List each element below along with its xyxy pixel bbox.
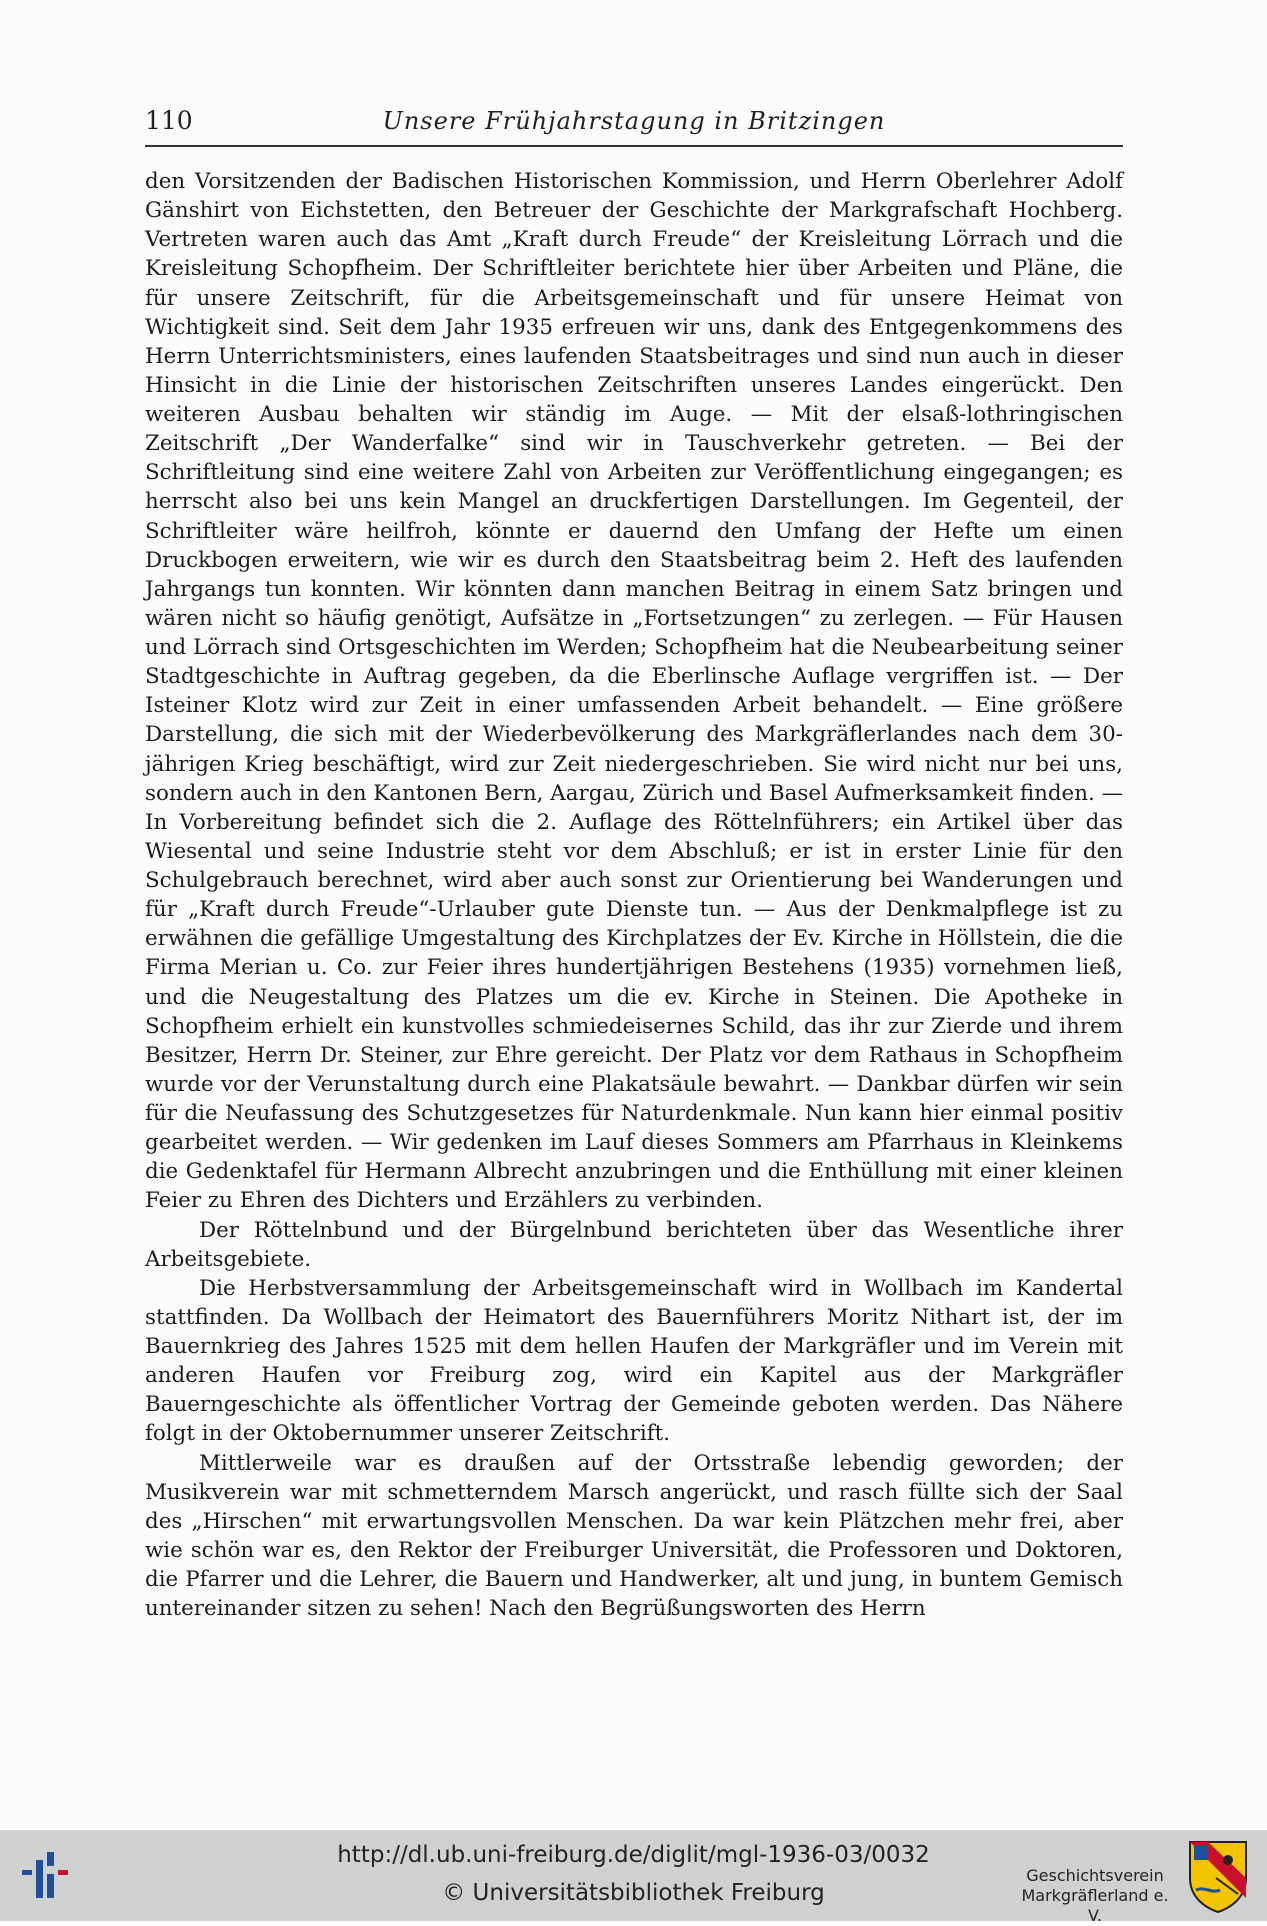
footer-url[interactable]: http://dl.ub.uni-freiburg.de/diglit/mgl-1936-03/0032 (337, 1842, 930, 1868)
page-number: 110 (145, 106, 193, 135)
body-text (145, 167, 1123, 1623)
paragraph: Die Herbstversammlung der Arbeitsgemeinschaft wird in Wollbach im Kandertal stattfinden. Da Wollbach der Heimatort des Bauernführers Moritz Nithart ist, der im Bauernkrieg des Jahres 1525 mit dem hellen Haufen der Markgräfler und im Verein mit anderen Haufen vor Freiburg zog, wird ein Kapitel aus der Markgräfler Bauerngeschichte als öffentlicher Vortrag der Gemeinde geboten werden. Das Nähere folgt in der Oktobernummer unserer Zeitschrift. (145, 1275, 1123, 1447)
running-head (145, 106, 1123, 135)
society-name (1020, 1866, 1170, 1926)
society-line-2: Markgräflerland e. V. (1021, 1886, 1169, 1925)
society-line-1: Geschichtsverein (1026, 1866, 1164, 1885)
running-title: Unsere Frühjahrstagung in Britzingen (382, 107, 886, 135)
footer-bar (0, 1830, 1267, 1925)
paragraph: Der Röttelnbund und der Bürgelnbund berichteten über das Wesentliche ihrer Arbeitsgebiete. (145, 1217, 1123, 1272)
paragraph: den Vorsitzenden der Badischen Historischen Kommission, und Herrn Oberlehrer Adolf Gänshirt von Eichstetten, den Betreuer der Geschichte der Markgrafschaft Hochberg. Vertreten waren auch das Amt „Kraft durch Freude“ der Kreisleitung Lörrach und die Kreisleitung Schopfheim. Der Schriftleiter berichtete hier über Arbeiten und Pläne, die für unsere Zeitschrift, für die Arbeitsgemeinschaft und für unsere Heimat von Wichtigkeit sind. Seit dem Jahr 1935 erfreuen wir uns, dank des Entgegenkommens des Herrn Unterrichtsministers, eines laufenden Staatsbeitrages und sind nun auch in dieser Hinsicht in die Linie der historischen Zeitschriften unseres Landes eingerückt. Den weiteren Ausbau behalten wir ständig im Auge. — Mit der elsaß-lothringischen Zeitschrift „Der Wanderfalke“ sind wir in Tauschverkehr getreten. — Bei der Schriftleitung sind eine weitere Zahl von Arbeiten zur Veröffentlichung eingegangen; es herrscht also bei uns kein Mangel an druckfertigen Darstellungen. Im Gegenteil, der Schriftleiter wäre heilfroh, könnte er dauernd den Umfang der Hefte um einen Druckbogen erweitern, wie wir es durch den Staatsbeitrag beim 2. Heft des laufenden Jahrgangs tun konnten. Wir könnten dann manchen Beitrag in einem Satz bringen und wären nicht so häufig genötigt, Aufsätze in „Fortsetzungen“ zu zerlegen. — Für Hausen und Lörrach sind Ortsgeschichten im Werden; Schopfheim hat die Neubearbeitung seiner Stadtgeschichte in Auftrag gegeben, da die Eberlinsche Auflage vergriffen ist. — Der Isteiner Klotz wird zur Zeit in einer umfassenden Arbeit behandelt. — Eine größere Darstellung, die sich mit der Wiederbevölkerung des Markgräflerlandes nach dem 30-jährigen Krieg beschäftigt, wird zur Zeit niedergeschrieben. Sie wird nicht nur bei uns, sondern auch in den Kantonen Bern, Aargau, Zürich und Basel Aufmerksamkeit finden. — In Vorbereitung befindet sich die 2. Auflage des Röttelnführers; ein Artikel über das Wiesental und seine Industrie steht vor dem Abschluß; er ist in erster Linie für den Schulgebrauch berechnet, wird aber auch sonst zur Orientierung bei Wanderungen und für „Kraft durch Freude“-Urlauber gute Dienste tun. — Aus der Denkmalpflege ist zu erwähnen die gefällige Umgestaltung des Kirchplatzes der Ev. Kirche in Höllstein, die die Firma Merian u. Co. zur Feier ihres hundertjährigen Bestehens (1935) vornehmen ließ, und die Neugestaltung des Platzes um die ev. Kirche in Steinen. Die Apotheke in Schopfheim erhielt ein kunstvolles schmiedeisernes Schild, das ihr zur Zierde und ihrem Besitzer, Herrn Dr. Steiner, zur Ehre gereicht. Der Platz vor dem Rathaus in Schopfheim wurde vor der Verunstaltung durch eine Plakatsäule bewahrt. — Dankbar dürfen wir sein für die Neufassung des Schutzgesetzes für Naturdenkmale. Nun kann hier einmal positiv gearbeitet werden. — Wir gedenken im Lauf dieses Sommers am Pfarrhaus in Kleinkems die Gedenktafel für Hermann Albrecht anzubringen und die Enthüllung mit einer kleinen Feier zu Ehren des Dichters und Erzählers zu verbinden. (145, 169, 1123, 1214)
paragraph: Mittlerweile war es draußen auf der Ortsstraße lebendig geworden; der Musikverein war mit schmetterndem Marsch angerückt, und rasch füllte sich der Saal des „Hirschen“ mit erwartungsvollen Menschen. Da war kein Plätzchen mehr frei, aber wie schön war es, den Rektor der Freiburger Universität, die Professoren und Doktoren, die Pfarrer und die Lehrer, die Bauern und Handwerker, alt und jung, in buntem Gemisch untereinander sitzen zu sehen! Nach den Begrüßungsworten des Herrn (145, 1450, 1123, 1622)
coat-of-arms-icon (1186, 1838, 1250, 1914)
header-rule (145, 145, 1123, 147)
footer-copyright: © Universitätsbibliothek Freiburg (442, 1880, 825, 1906)
